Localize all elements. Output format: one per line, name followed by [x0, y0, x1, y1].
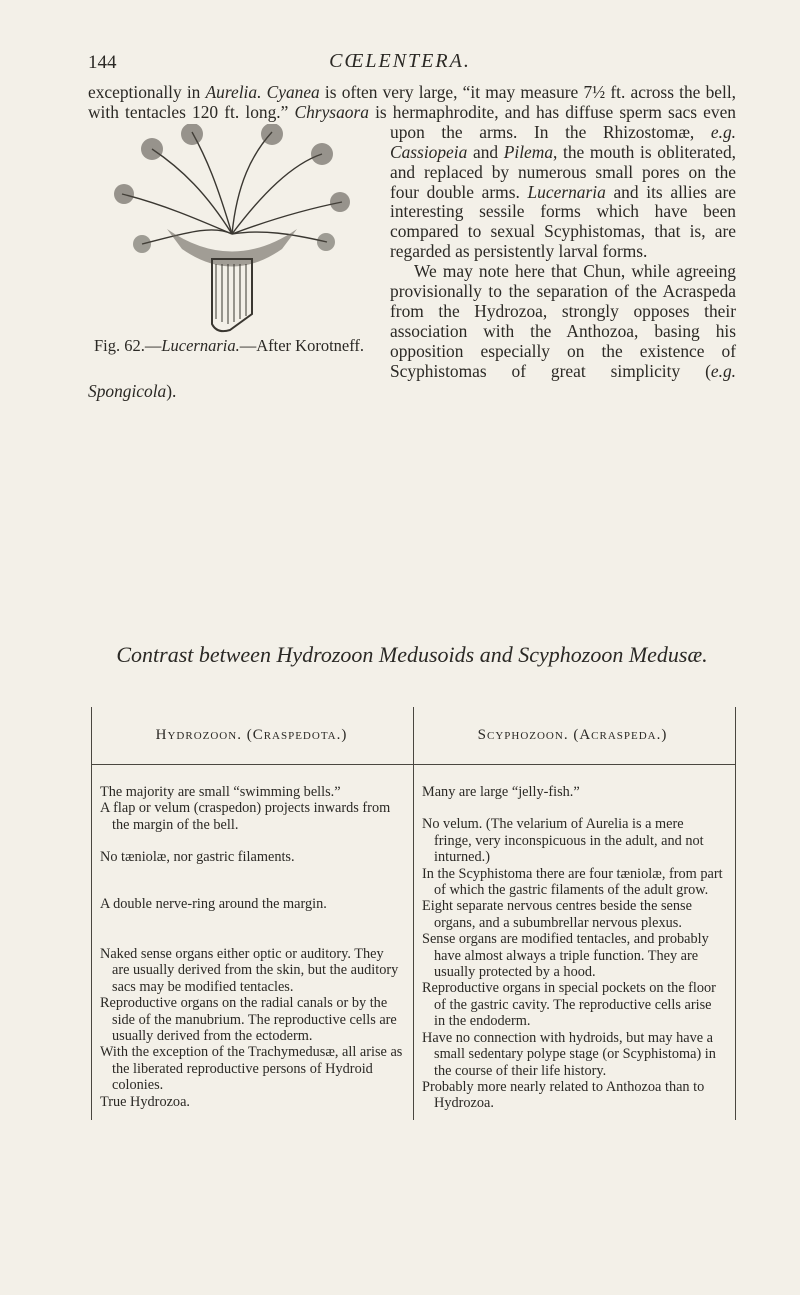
genus-cassiopeia: Cassiopeia: [390, 141, 468, 162]
hydrozoon-column: [92, 765, 414, 1120]
running-title: CŒLENTERA.: [329, 50, 471, 72]
figure-62: [88, 124, 374, 375]
hydrozoon-entry: Reproductive organs on the radial canals or by the side of the manubrium. The reproductive cells are usually derived from the ectoderm.: [100, 995, 397, 1045]
text-run: , the mouth is obliterated, and replaced by numerous small pores on the four double arms.: [390, 141, 736, 202]
genus-lucernaria: Lucernaria: [527, 181, 606, 202]
scyphozoon-column: [414, 765, 736, 1120]
header-scyphozoon: Scyphozoon. (Acraspeda.): [414, 707, 736, 765]
text-run: is often very large, “it may measure 7½ ft. across the bell, with tentacles 120 ft. long.”: [88, 82, 736, 122]
scyphozoon-entry: Have no connection with hydroids, but may have a small sedentary polype stage (or Scyphistoma) in the course of their life history.: [422, 1029, 716, 1079]
genus-pilema: Pilema: [503, 141, 554, 162]
genus-spongicola: Spongicola: [88, 380, 167, 401]
text-run: and its allies are interesting sessile forms which have been compared to sexual Scyphistomas, that is, are regarded as persistently larval forms.: [390, 181, 736, 262]
scyphozoon-entry: Probably more nearly related to Anthozoa than to Hydrozoa.: [422, 1078, 705, 1112]
scyphozoon-entry: Many are large “jelly-fish.”: [422, 784, 580, 800]
lucernaria-illustration-icon: [112, 124, 352, 334]
scyphozoon-entry: No velum. (The velarium of Aurelia is a mere fringe, very inconspicuous in the adult, and not inturned.): [422, 816, 704, 866]
text-run: ).: [166, 380, 177, 401]
hydrozoon-entry: A flap or velum (craspedon) projects inwards from the margin of the bell.: [100, 800, 391, 833]
hydrozoon-entry: The majority are small “swimming bells.”: [100, 784, 341, 800]
term-eg: e.g.: [710, 121, 736, 142]
hydrozoon-entry: No tæniolæ, nor gastric filaments.: [100, 849, 295, 866]
hydrozoon-entry: With the exception of the Trachymedusæ, all arise as the liberated reproductive persons of Hydroid colonies.: [100, 1044, 403, 1094]
figure-label: Fig. 62.: [93, 335, 145, 355]
caption-credit: —After Korotneff.: [239, 335, 365, 355]
genus-chrysaora: Chrysaora: [294, 101, 369, 122]
genus-aurelia: Aurelia.: [205, 82, 262, 102]
caption-dash: —: [144, 335, 162, 355]
scyphozoon-entry: Eight separate nervous centres beside the sense organs, and a subumbrellar nervous plexus.: [422, 898, 692, 931]
intro-line-start: exceptionally in: [88, 82, 206, 102]
section-title: Contrast between Hydrozoon Medusoids and Scyphozoon Medusæ.: [116, 642, 708, 667]
comparison-table: [91, 707, 736, 1120]
scyphozoon-entry: Reproductive organs in special pockets on the floor of the gastric cavity. The reproductive cells arise in the endoderm.: [422, 980, 716, 1030]
page-number: 144: [88, 52, 117, 73]
figure-caption: [88, 336, 370, 355]
hydrozoon-entry: True Hydrozoa.: [100, 1093, 191, 1110]
body-text: [88, 83, 736, 402]
scyphozoon-entry: Sense organs are modified tentacles, and probably have almost always a triple function. They are usually protected by a hood.: [422, 931, 709, 981]
genus-cyanea: Cyanea: [266, 82, 320, 102]
text-run: We may note here that Chun, while agreeing provisionally to the separation of the Acraspeda from the Hydrozoa, strongly opposes their association with the Anthozoa, basing his opposition especially on the existence of Scyphistomas of great simplicity (: [390, 261, 736, 381]
scyphozoon-entry: In the Scyphistoma there are four tæniolæ, from part of which the gastric filaments of the adult grow.: [422, 865, 723, 899]
caption-genus: Lucernaria.: [161, 335, 240, 355]
hydrozoon-entry: A double nerve-ring around the margin.: [100, 895, 327, 912]
text-run: is hermaphrodite, and has diffuse sperm sacs even upon the arms. In the Rhizostomæ,: [368, 101, 736, 142]
text-run: and: [467, 141, 504, 162]
term-eg: e.g.: [710, 360, 736, 381]
header-hydrozoon: Hydrozoon. (Craspedota.): [92, 707, 414, 765]
hydrozoon-entry: Naked sense organs either optic or auditory. They are usually derived from the skin, but the auditory sacs may be modified tentacles.: [100, 946, 399, 995]
